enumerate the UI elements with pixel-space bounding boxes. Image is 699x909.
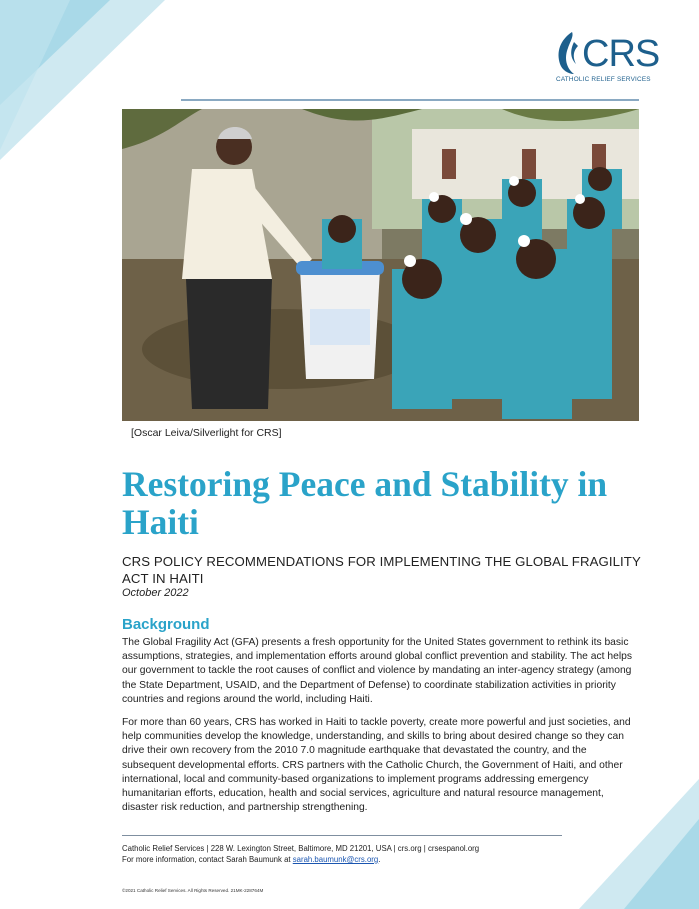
page-subtitle: CRS POLICY RECOMMENDATIONS FOR IMPLEMENTING THE GLOBAL FRAGILITY ACT IN HAITI	[122, 554, 641, 586]
footer-address: Catholic Relief Services | 228 W. Lexington Street, Baltimore, MD 21201, USA | crs.org | crsespanol.org	[122, 844, 480, 853]
background-heading: Background	[122, 616, 210, 633]
contact-email-link[interactable]: sarah.baumunk@crs.org	[292, 855, 379, 864]
logo-subtitle: CATHOLIC RELIEF SERVICES	[556, 76, 651, 83]
footer-contact-prefix: For more information, contact Sarah Baumunk at	[122, 855, 293, 864]
footer-contact	[122, 854, 479, 865]
header-rule	[181, 99, 639, 101]
footer-rule	[122, 835, 562, 836]
logo-wordmark: CRS	[582, 33, 660, 75]
copyright-notice: ©2021 Catholic Relief Services. All Rights Reserved. 21MK-228764M	[122, 888, 264, 893]
background-paragraph-2: For more than 60 years, CRS has worked in Haiti to tackle poverty, create more powerful and just societies, and help communities develop the knowledge, understanding, and skills to bring about desired change so they can drive their own recovery from the 2010 7.0 magnitude earthquake that devastated the country, and the subsequent developmental efforts. CRS partners with the Catholic Church, the Government of Haiti, and other international, local and community-based organizations to implement programs addressing emergency humanitarian efforts, education, health and social services, agriculture and natural resource management, disaster risk reduction, and partnership strengthening.	[122, 717, 631, 814]
cover-photo	[122, 109, 639, 421]
photo-credit: [Oscar Leiva/Silverlight for CRS]	[131, 427, 282, 439]
footer	[122, 843, 479, 865]
footer-contact-suffix: .	[378, 855, 381, 864]
page-title: Restoring Peace and Stability in Haiti	[122, 464, 608, 542]
background-paragraph-1: The Global Fragility Act (GFA) presents a fresh opportunity for the United States government to rethink its basic assumptions, strategies, and implementation efforts around global conflict prevention and stability. The act helps our government to tackle the root causes of conflict and violence by mandating an inter-agency strategy (among the State Department, USAID, and the Department of Defense) to coordinate stabilization activities in priority countries and regions around the world, including Haiti.	[122, 637, 632, 705]
crs-flame-icon	[552, 28, 584, 78]
publication-date: October 2022	[122, 587, 189, 599]
crs-logo	[552, 28, 660, 88]
